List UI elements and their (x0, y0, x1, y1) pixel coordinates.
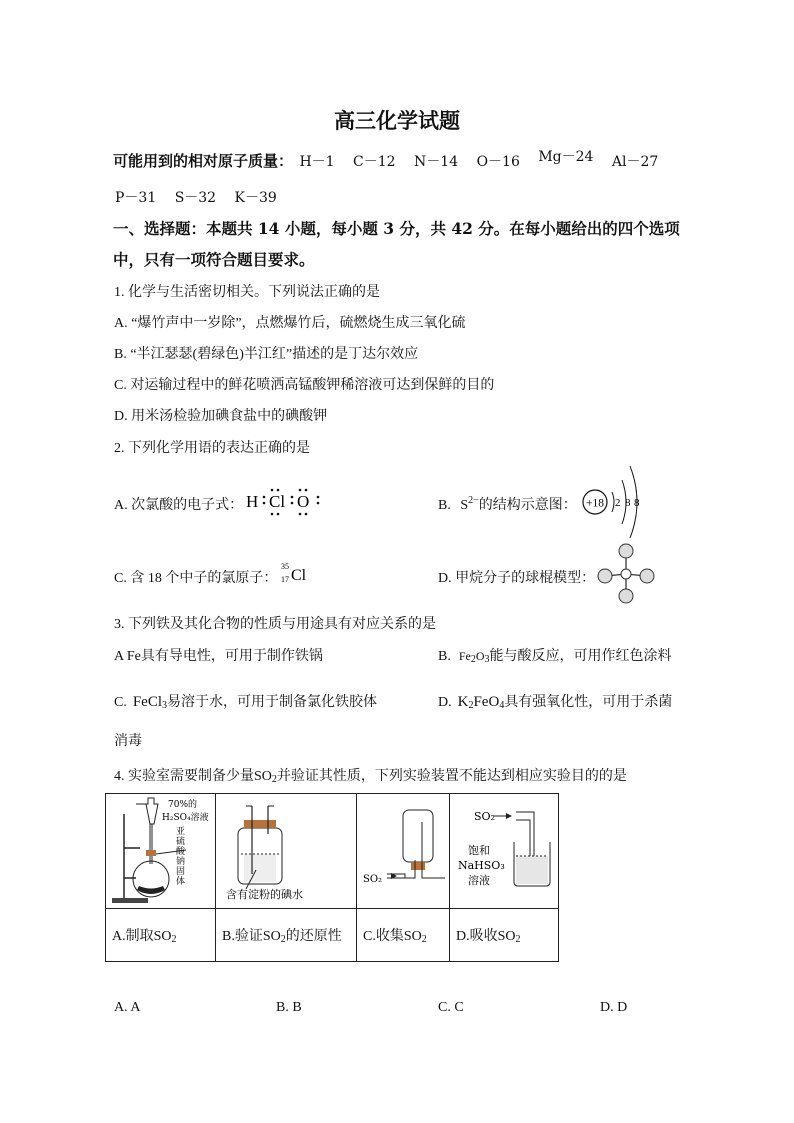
q2-option-b-text: 的结构示意图： (478, 498, 577, 513)
q3-stem: 3. 下列铁及其化合物的性质与用途具有对应关系的是 (114, 617, 436, 632)
sulfide-ion: $S^{2-}$ (460, 495, 479, 513)
so2-generator-diagram (106, 794, 215, 908)
q4-stem: 4. 实验室需要制备少量$SO_2$并验证其性质，下列实验装置不能达到相应实验目的的是 (114, 769, 627, 785)
svg-text:饱和: 饱和 (468, 844, 490, 857)
atomic-mass-line-2 (115, 187, 277, 207)
sulfide-structure-diagram (578, 462, 648, 542)
q3-option-b: B. $Fe_2O_3$能与酸反应，可用作红色涂料 (438, 649, 672, 665)
q3-option-c-text: 易溶于水，可用于制备氯化铁胶体 (167, 695, 378, 710)
mass-number: 35 (281, 562, 289, 571)
svg-text:NaHSO₃: NaHSO₃ (458, 859, 505, 872)
q4-option-b: B. B (276, 1000, 302, 1015)
q3-option-b-text: 能与酸反应，可用作红色涂料 (489, 649, 672, 664)
q3-option-d-continued: 消毒 (114, 734, 142, 749)
shell-2-count: 8 (625, 497, 631, 509)
apparatus-a-label: A.制取$SO_2$ (106, 909, 216, 962)
iodine-water-label: 含有淀粉的碘水 (226, 888, 303, 901)
q2-option-c-text: C. 含 18 个中子的氯原子： (114, 571, 278, 586)
mass-p: P－31 (115, 190, 157, 206)
apparatus-c-figure (357, 794, 450, 909)
section-heading-line-1: 一、选择题：本题共 14 小题，每小题 3 分，共 42 分。在每小题给出的四个选项 (113, 219, 680, 238)
svg-text:70%的: 70%的 (168, 800, 198, 810)
iodine-water-washing-bottle (216, 794, 356, 908)
q4-option-c: C. C (438, 1000, 464, 1015)
q1-option-c: C. 对运输过程中的鲜花喷洒高锰酸钾稀溶液可达到保鲜的目的 (114, 378, 495, 393)
apparatus-d-label: D.吸收$SO_2$ (450, 909, 559, 962)
so2-gas-label: SO₂ (474, 810, 495, 823)
mass-c: C－12 (353, 154, 396, 170)
shell-1-count: 2 (615, 497, 621, 509)
q2-option-a (114, 494, 243, 514)
q2-option-d: D. 甲烷分子的球棍模型： (438, 571, 596, 586)
apparatus-b-label: B.验证$SO_2$的还原性 (216, 909, 357, 962)
q3-option-d: D. $K_2FeO_4$具有强氧化性，可用于杀菌 (438, 694, 673, 711)
mass-o: O－16 (476, 154, 520, 170)
formula-cl: Cl (269, 492, 286, 511)
q4-option-a: A. A (114, 1000, 141, 1015)
q1-stem: 1. 化学与生活密切相关。下列说法正确的是 (114, 285, 380, 300)
apparatus-b-figure (216, 794, 357, 909)
q2-option-a-text: A. 次氯酸的电子式： (114, 498, 244, 513)
svg-text:溶液: 溶液 (468, 874, 490, 887)
k2feo4-formula: $K_2FeO_4$ (457, 694, 505, 711)
hydrogen-ball-left (598, 569, 612, 583)
chlorine-nuclide-symbol (279, 560, 313, 588)
q3-option-a: A Fe具有导电性，可用于制作铁锅 (114, 649, 323, 664)
q3-option-c: C. FeCl$_3$易溶于水，可用于制备氯化铁胶体 (114, 694, 378, 711)
svg-text:H₂SO₄溶液: H₂SO₄溶液 (162, 813, 209, 823)
so2-formula: $SO_2$ (254, 769, 277, 785)
svg-text:酸: 酸 (176, 847, 186, 857)
mass-s: S－32 (174, 190, 217, 206)
svg-text:亚: 亚 (176, 827, 186, 837)
hclo-electron-formula (240, 482, 330, 522)
shell-1-arc (612, 492, 614, 512)
q4-option-d: D. D (600, 1000, 628, 1015)
atomic-mass-label: 可能用到的相对原子质量： (113, 152, 294, 170)
q1-option-b: B. “半江瑟瑟(碧绿色)半江红”描述的是丁达尔效应 (114, 347, 419, 362)
so2-inlet-label: SO₂ (363, 874, 383, 885)
mass-n: N－14 (414, 154, 459, 170)
absorption-beaker (450, 794, 558, 908)
hydrogen-ball-right (640, 569, 654, 583)
apparatus-d-figure (450, 794, 559, 909)
atomic-number: 17 (281, 575, 289, 584)
fecl3-formula: FeCl$_3$ (132, 694, 168, 711)
atomic-mass-line-1 (113, 150, 658, 171)
formula-o: O (297, 492, 310, 511)
methane-ball-stick-model (597, 543, 657, 605)
mass-h: H－1 (299, 154, 335, 170)
q2-option-b-prefix: B. (438, 498, 451, 513)
apparatus-a-figure (106, 794, 216, 909)
q2-stem: 2. 下列化学用语的表达正确的是 (114, 441, 310, 456)
svg-text:钠: 钠 (176, 857, 186, 867)
svg-text:固: 固 (176, 867, 186, 877)
q3-option-d-text: 具有强氧化性，可用于杀菌 (504, 695, 673, 710)
q2-option-b (438, 494, 577, 514)
q1-option-a: A. “爆竹声中一岁除”，点燃爆竹后，硫燃烧生成三氧化硫 (114, 316, 466, 331)
mass-k: K－39 (234, 190, 277, 206)
carbon-ball (621, 569, 631, 579)
svg-text:硫: 硫 (176, 837, 186, 847)
q1-option-d: D. 用米汤检验加碘食盐中的碘酸钾 (114, 409, 328, 424)
shell-3-count: 8 (634, 497, 640, 509)
mass-mg: Mg－24 (538, 149, 594, 165)
page-title: 高三化学试题 (334, 108, 460, 133)
gas-collection-bottle (357, 794, 449, 908)
nucleus-charge: +18 (586, 497, 604, 510)
element-symbol: Cl (291, 567, 307, 584)
section-heading-line-2: 中，只有一项符合题目要求。 (113, 250, 315, 269)
mass-al: Al－27 (611, 154, 659, 170)
q2-option-c (114, 567, 277, 587)
apparatus-c-label: C.收集$SO_2$ (357, 909, 450, 962)
hydrogen-ball-top (619, 544, 633, 558)
svg-text:体: 体 (176, 877, 186, 887)
apparatus-table (105, 793, 559, 962)
formula-h: H (246, 492, 259, 511)
fe2o3-formula: $Fe_2O_3$ (458, 649, 490, 665)
hydrogen-ball-bottom (619, 589, 633, 603)
